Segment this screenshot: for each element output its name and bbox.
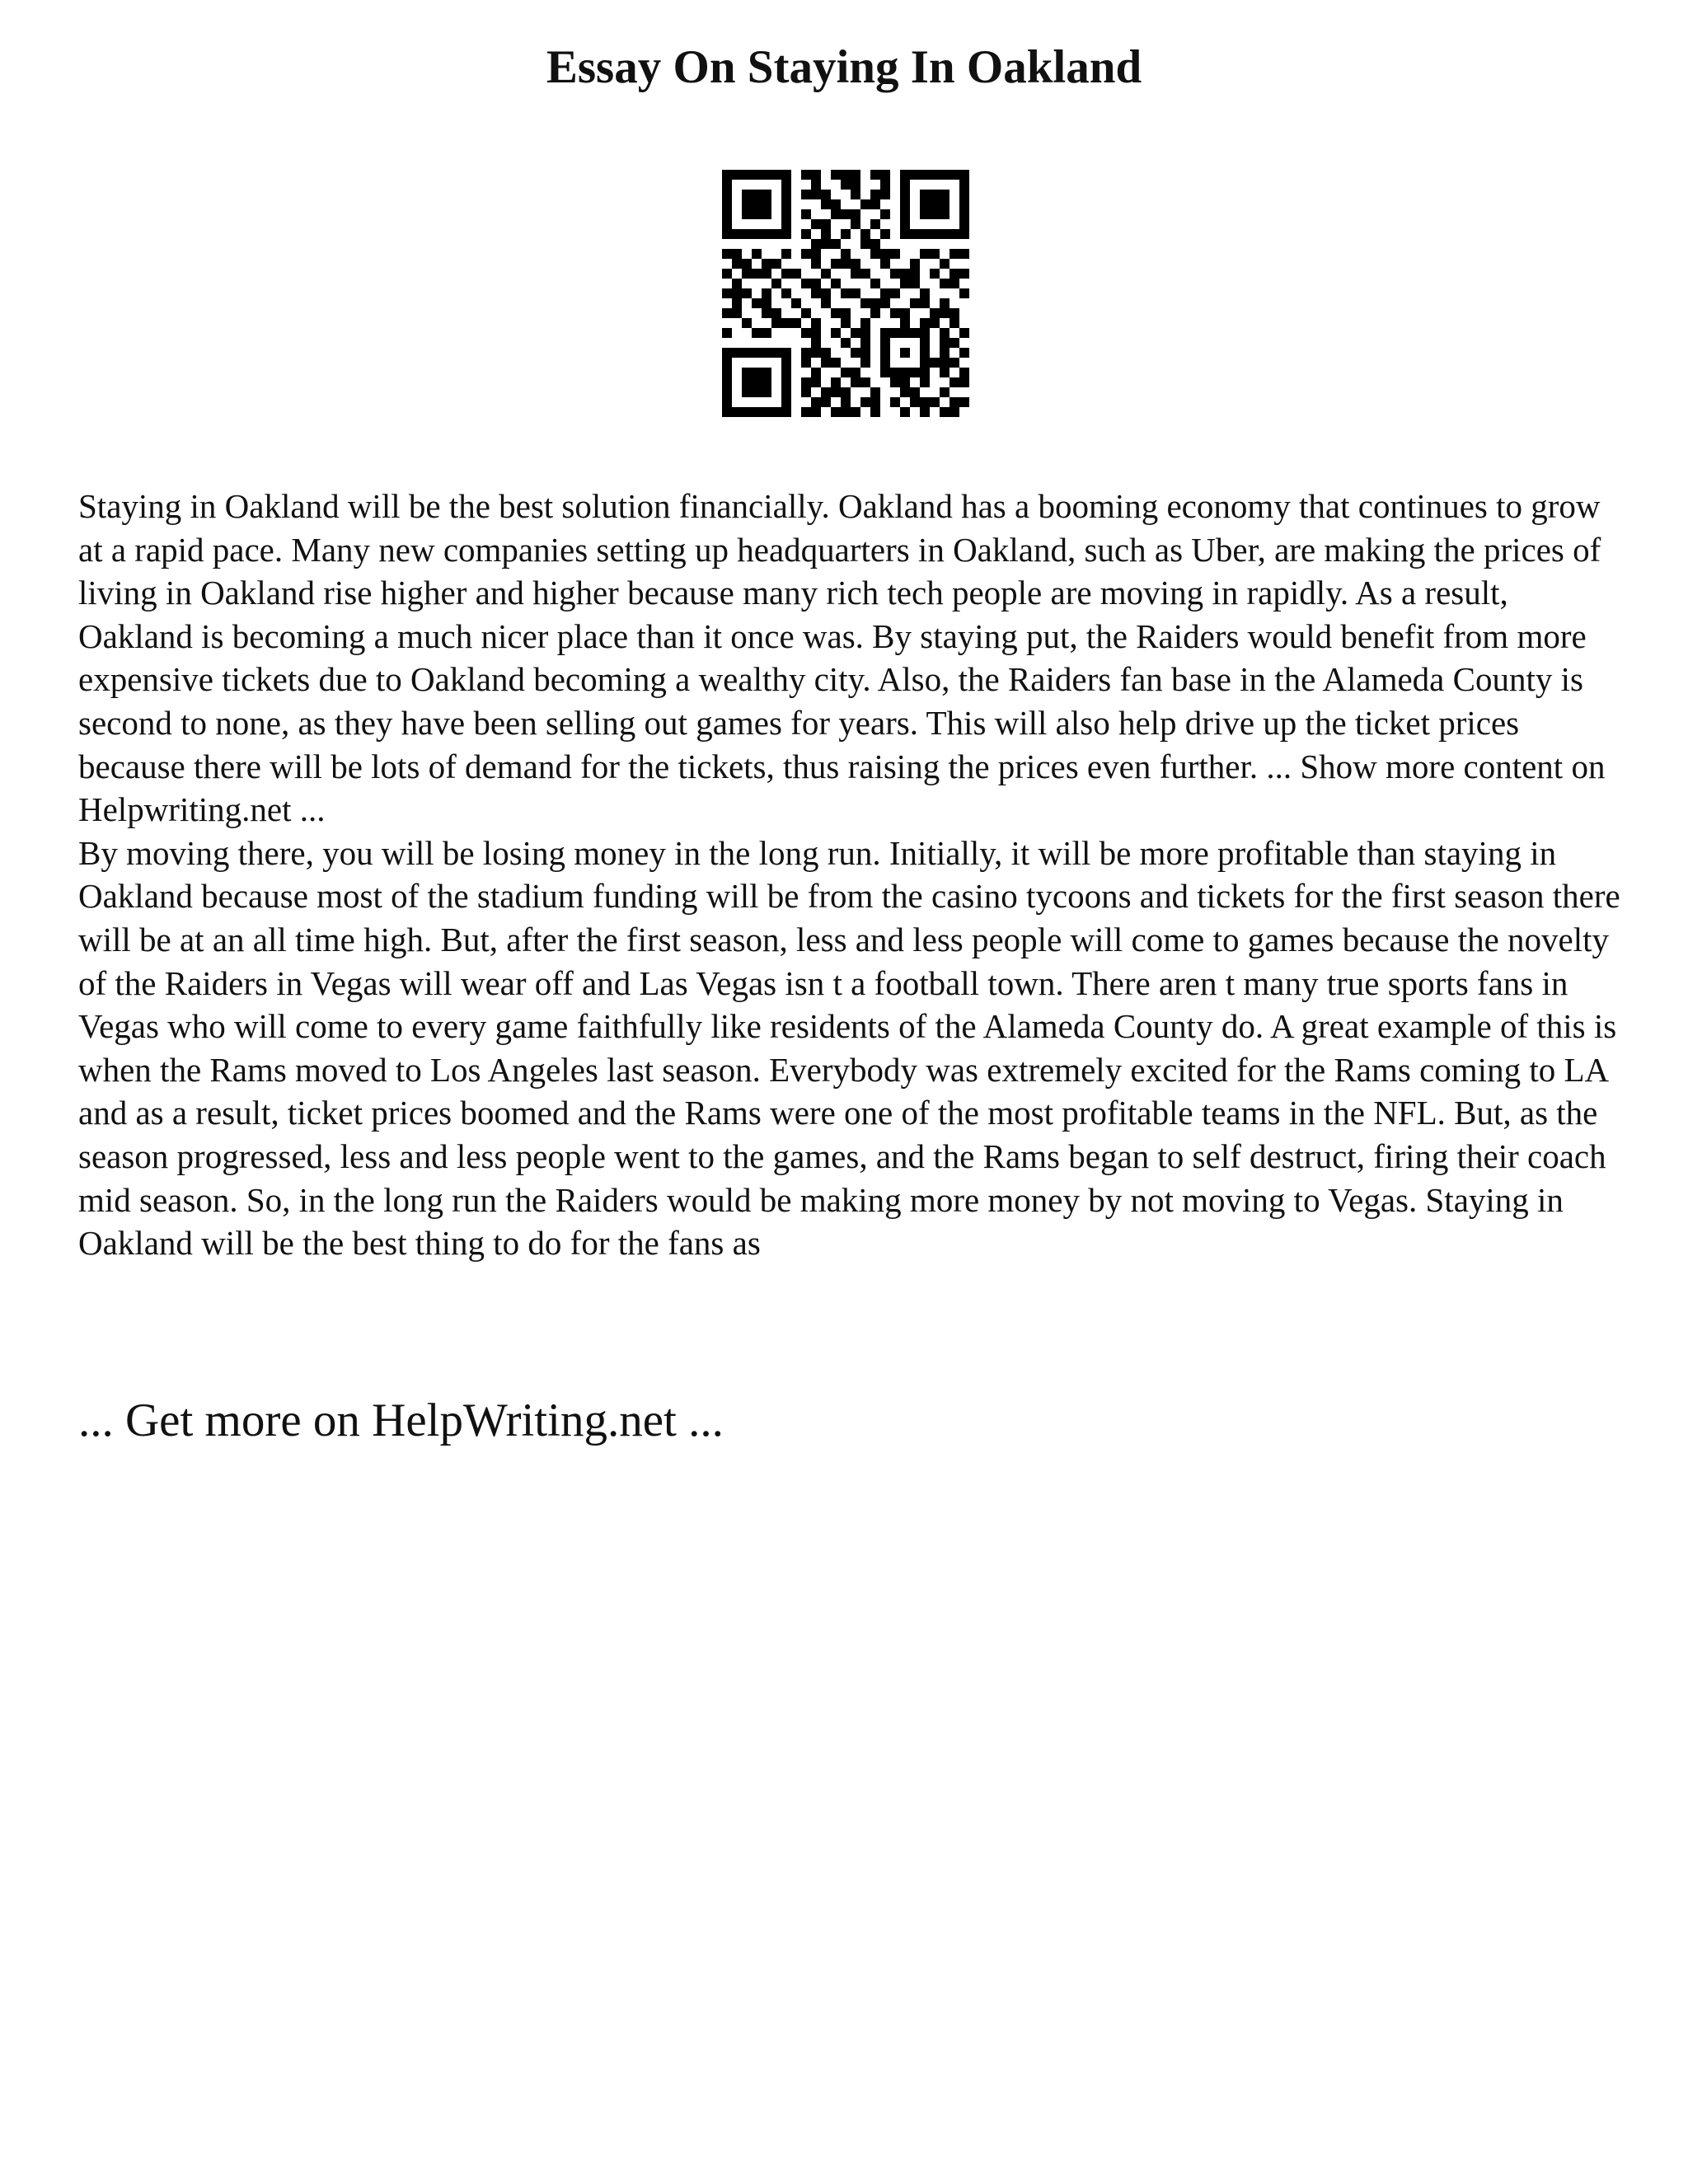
get-more-link[interactable]: ... Get more on HelpWriting.net ... — [78, 1394, 724, 1446]
qr-code-icon — [722, 170, 969, 417]
page-title: Essay On Staying In Oakland — [546, 41, 1142, 93]
paragraph-financial: Staying in Oakland will be the best solution financially. Oakland has a booming economy that continues to grow at a rapid pace. Many new companies setting up headquarters in Oakland, such as Uber, are making the prices of living in Oakland rise higher and higher because many rich tech people are moving in rapidly. As a result, Oakland is becoming a much nicer place than it once was. By staying put, the Raiders would benefit from more expensive tickets due to Oakland becoming a wealthy city. Also, the Raiders fan base in the Alameda County is second to none, as they have been selling out games for years. This will also help drive up the ticket prices because there will be lots of demand for the tickets, thus raising the prices even further. ... Show more content on Helpwriting.net ... — [78, 487, 1606, 829]
essay-body — [78, 485, 1628, 1265]
paragraph-moving: By moving there, you will be losing money in the long run. Initially, it will be more profitable than staying in Oakland because most of the stadium funding will be from the casino tycoons and tickets for the first season there will be at an all time high. But, after the first season, less and less people will come to games because the novelty of the Raiders in Vegas will wear off and Las Vegas isn t a football town. There aren t many true sports fans in Vegas who will come to every game faithfully like residents of the Alameda County do. A great example of this is when the Rams moved to Los Angeles last season. Everybody was extremely excited for the Rams coming to LA and as a result, ticket prices boomed and the Rams were one of the most profitable teams in the NFL. But, as the season progressed, less and less people went to the games, and the Rams began to self destruct, firing their coach mid season. So, in the long run the Raiders would be making more money by not moving to Vegas. Staying in Oakland will be the best thing to do for the fans as — [78, 833, 1620, 1263]
